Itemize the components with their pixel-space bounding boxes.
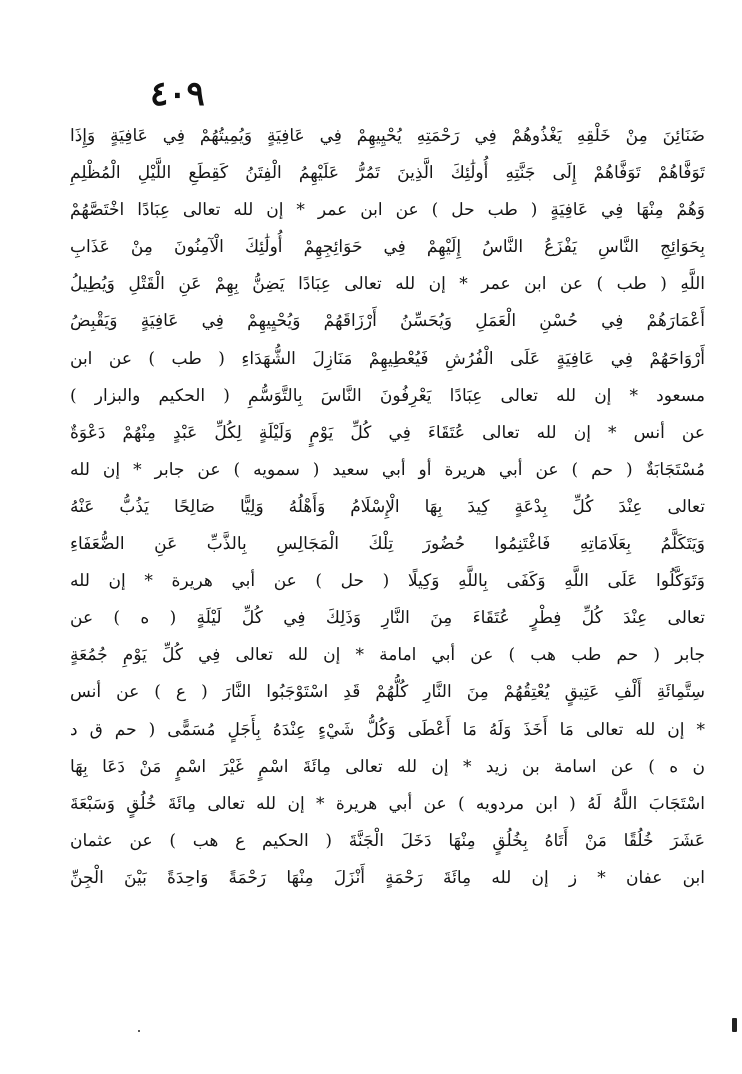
text-line: مُسْتَجَابَةٌ ( حم ) عن أبي هريرة أو أبي سعيد ( سمويه ) عن جابر * إن لله: [70, 459, 705, 480]
body-text: [70, 118, 705, 897]
scan-speck: [138, 1030, 140, 1032]
text-line: ن ه ) عن اسامة بن زيد * إن لله تعالى مِائَةَ اسْمٍ غَيْرَ اسْمٍ مَنْ دَعَا بِهَا: [70, 756, 705, 777]
text-line: * إن لله تعالى مَا أَخَذَ وَلَهُ مَا أَعْطَى وَكُلُّ شَيْءٍ عِنْدَهُ بِأَجَلٍ مُسَمًّى ( حم ق د: [70, 719, 705, 740]
text-line: سِتَّمِائَةِ أَلْفِ عَتِيقٍ يُعْتِقُهُمْ مِنَ النَّارِ كُلُّهُمْ قَدِ اسْتَوْجَبُوا النَّارَ ( ع ) عن أنس: [70, 682, 705, 703]
text-line: وَهُمْ مِنْهَا فِي عَافِيَةٍ ( طب حل ) عن ابن عمر * إن لله تعالى عِبَادًا اخْتَصَّهُمْ: [70, 200, 705, 221]
text-line: بِحَوَائِجِ النَّاسِ يَفْزَعُ النَّاسُ إِلَيْهِمْ فِي حَوَائِجِهِمْ أُولَٰئِكَ الْآمِنُونَ مِنْ عَذَابِ: [70, 237, 705, 258]
text-line: مسعود * إن لله تعالى عِبَادًا يَعْرِفُونَ النَّاسَ بِالتَّوَسُّمِ ( الحكيم والبزار ): [70, 385, 705, 406]
text-line: أَعْمَارَهُمْ فِي حُسْنِ الْعَمَلِ وَيُحَسِّنُ أَرْزَاقَهُمْ وَيُحْيِيهِمْ فِي عَافِيَةٍ وَيَقْبِضُ: [70, 311, 705, 332]
text-line: عن أنس * إن لله تعالى عُتَقَاءَ فِي كُلِّ يَوْمٍ وَلَيْلَةٍ لِكُلِّ عَبْدٍ مِنْهُمْ دَعْوَةٌ: [70, 422, 705, 443]
text-line: ضَنَائِنَ مِنْ خَلْقِهِ يَغْذُوهُمْ فِي رَحْمَتِهِ يُحْيِيهِمْ فِي عَافِيَةٍ وَيُمِيتُهُمْ فِي عَافِيَةٍ وَإِذَا: [70, 126, 705, 146]
text-line: وَيَتَكَلَّمُ بِعَلَامَاتِهِ فَاغْتَنِمُوا حُضُورَ تِلْكَ الْمَجَالِسِ بِالذَّبِّ عَنِ الضُّعَفَاءِ: [70, 534, 705, 555]
text-line: اسْتَجَابَ اللَّهُ لَهُ ( ابن مردويه ) عن أبي هريرة * إن لله تعالى مِائَةَ خُلُقٍ وَسَبْعَةَ: [70, 793, 705, 814]
text-line: جابر ( حم طب هب ) عن أبي امامة * إن لله تعالى فِي كُلِّ يَوْمِ جُمُعَةٍ: [70, 645, 705, 666]
text-line: وَتَوَكَّلُوا عَلَى اللَّهِ وَكَفَى بِاللَّهِ وَكِيلًا ( حل ) عن أبي هريرة * إن لله: [70, 571, 705, 592]
text-line: عَشَرَ خُلُقًا مَنْ أَتَاهُ بِخُلُقٍ مِنْهَا دَخَلَ الْجَنَّةَ ( الحكيم ع هب ) عن عثمان: [70, 830, 705, 851]
scan-speck: [732, 1018, 737, 1032]
text-line: تعالى عِنْدَ كُلِّ بِدْعَةٍ كِيدَ بِهَا الْإِسْلَامُ وَأَهْلُهُ وَلِيًّا صَالِحًا يَذُبُّ عَنْهُ: [70, 496, 705, 517]
text-line: أَرْوَاحَهُمْ فِي عَافِيَةٍ عَلَى الْفُرُشِ فَيُعْطِيهِمْ مَنَازِلَ الشُّهَدَاءِ ( طب ) عن ابن: [70, 348, 705, 369]
text-line: ابن عفان * ز إن لله مِائَةَ رَحْمَةٍ أَنْزَلَ مِنْهَا رَحْمَةً وَاحِدَةً بَيْنَ الْجِنِّ: [70, 867, 705, 888]
page-number: ٤٠٩: [150, 74, 205, 114]
text-line: تعالى عِنْدَ كُلِّ فِطْرٍ عُتَقَاءَ مِنَ النَّارِ وَذَلِكَ فِي كُلِّ لَيْلَةٍ ( ه ) عن: [70, 608, 705, 629]
text-line: اللَّهِ ( طب ) عن ابن عمر * إن لله تعالى عِبَادًا يَضِنُّ بِهِمْ عَنِ الْقَتْلِ وَيُطِيلُ: [70, 274, 705, 295]
text-line: تَوَفَّاهُمْ تَوَفَّاهُمْ إِلَى جَنَّتِهِ أُولَٰئِكَ الَّذِينَ تَمُرُّ عَلَيْهِمُ الْفِتَنُ كَقِطَعِ اللَّيْلِ الْمُظْلِمِ: [70, 163, 705, 184]
